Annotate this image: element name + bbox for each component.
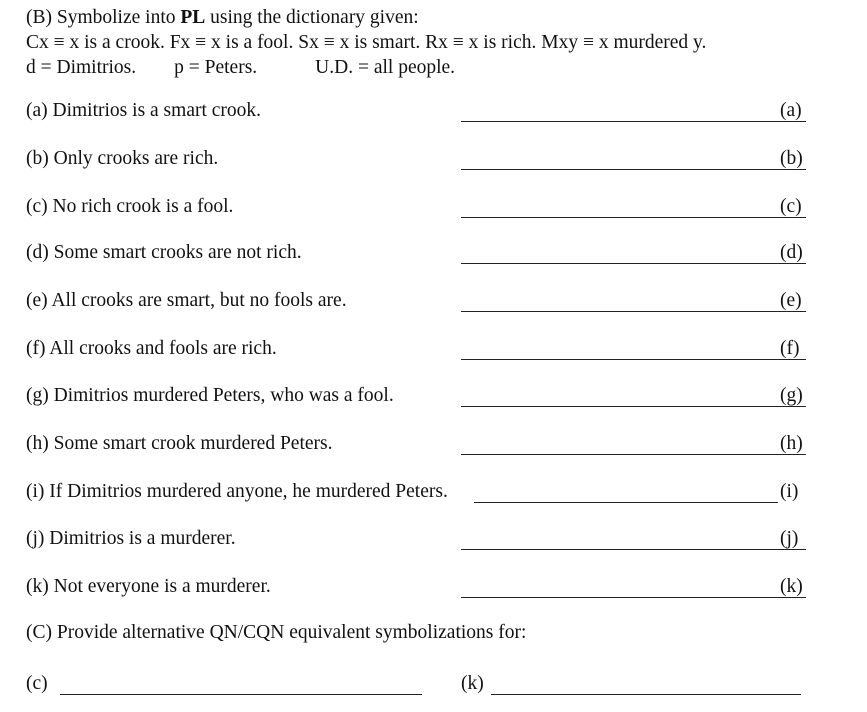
answer-line-k[interactable] bbox=[461, 597, 806, 598]
answer-line-a[interactable] bbox=[461, 121, 806, 122]
header-prefix: (B) Symbolize into bbox=[26, 7, 181, 28]
answer-line-d[interactable] bbox=[461, 263, 806, 264]
answer-line-e[interactable] bbox=[461, 311, 806, 312]
question-item-e bbox=[26, 290, 816, 320]
alternative-symbolizations-row bbox=[26, 673, 816, 703]
question-text: (e) All crooks are smart, but no fools are. bbox=[26, 290, 347, 311]
question-label: (f) bbox=[780, 338, 800, 359]
question-text: (b) Only crooks are rich. bbox=[26, 148, 219, 169]
answer-line-g[interactable] bbox=[461, 406, 806, 407]
constants-line bbox=[26, 55, 706, 80]
question-item-j bbox=[26, 528, 816, 558]
answer-line-c[interactable] bbox=[461, 217, 806, 218]
question-item-f bbox=[26, 338, 816, 368]
question-text: (c) No rich crook is a fool. bbox=[26, 196, 234, 217]
question-label: (d) bbox=[780, 242, 803, 263]
question-item-c bbox=[26, 196, 816, 226]
question-item-h bbox=[26, 433, 816, 463]
question-label: (e) bbox=[780, 290, 802, 311]
header-pl-bold: PL bbox=[180, 7, 206, 28]
alt-answer-line-c[interactable] bbox=[60, 694, 422, 695]
question-item-i bbox=[26, 481, 816, 511]
question-label: (c) bbox=[780, 196, 802, 217]
answer-line-f[interactable] bbox=[461, 359, 806, 360]
question-label: (k) bbox=[780, 576, 803, 597]
alt-label-k: (k) bbox=[461, 673, 484, 694]
dictionary-line: Cx ≡ x is a crook. Fx ≡ x is a fool. Sx ≡ x is smart. Rx ≡ x is rich. Mxy ≡ x murdered y. bbox=[26, 32, 707, 53]
question-label: (j) bbox=[780, 528, 799, 549]
question-item-a bbox=[26, 100, 816, 130]
alt-answer-line-k[interactable] bbox=[491, 694, 801, 695]
question-text: (a) Dimitrios is a smart crook. bbox=[26, 100, 262, 121]
section-c-title: (C) Provide alternative QN/CQN equivalent symbolizations for: bbox=[26, 622, 527, 643]
question-label: (i) bbox=[780, 481, 799, 502]
question-label: (h) bbox=[780, 433, 803, 454]
question-text: (g) Dimitrios murdered Peters, who was a fool. bbox=[26, 385, 394, 406]
question-item-k bbox=[26, 576, 816, 606]
question-item-b bbox=[26, 148, 816, 178]
header-suffix: using the dictionary given: bbox=[205, 7, 419, 28]
question-text: (i) If Dimitrios murdered anyone, he murdered Peters. bbox=[26, 481, 448, 502]
question-text: (j) Dimitrios is a murderer. bbox=[26, 528, 236, 549]
question-text: (d) Some smart crooks are not rich. bbox=[26, 242, 302, 263]
question-label: (g) bbox=[780, 385, 803, 406]
header-line-1 bbox=[26, 5, 706, 30]
answer-line-b[interactable] bbox=[461, 169, 806, 170]
answer-line-i[interactable] bbox=[474, 502, 778, 503]
instructions-header bbox=[26, 5, 706, 80]
question-text: (k) Not everyone is a murderer. bbox=[26, 576, 271, 597]
answer-line-j[interactable] bbox=[461, 549, 806, 550]
universe-of-discourse: U.D. = all people. bbox=[315, 57, 456, 78]
question-text: (h) Some smart crook murdered Peters. bbox=[26, 433, 333, 454]
question-label: (a) bbox=[780, 100, 802, 121]
constant-d: d = Dimitrios. bbox=[26, 57, 137, 78]
constant-p: p = Peters. bbox=[174, 57, 258, 78]
question-item-g bbox=[26, 385, 816, 415]
question-text: (f) All crooks and fools are rich. bbox=[26, 338, 277, 359]
question-label: (b) bbox=[780, 148, 803, 169]
answer-line-h[interactable] bbox=[461, 454, 806, 455]
question-item-d bbox=[26, 242, 816, 272]
alt-label-c: (c) bbox=[26, 673, 48, 694]
